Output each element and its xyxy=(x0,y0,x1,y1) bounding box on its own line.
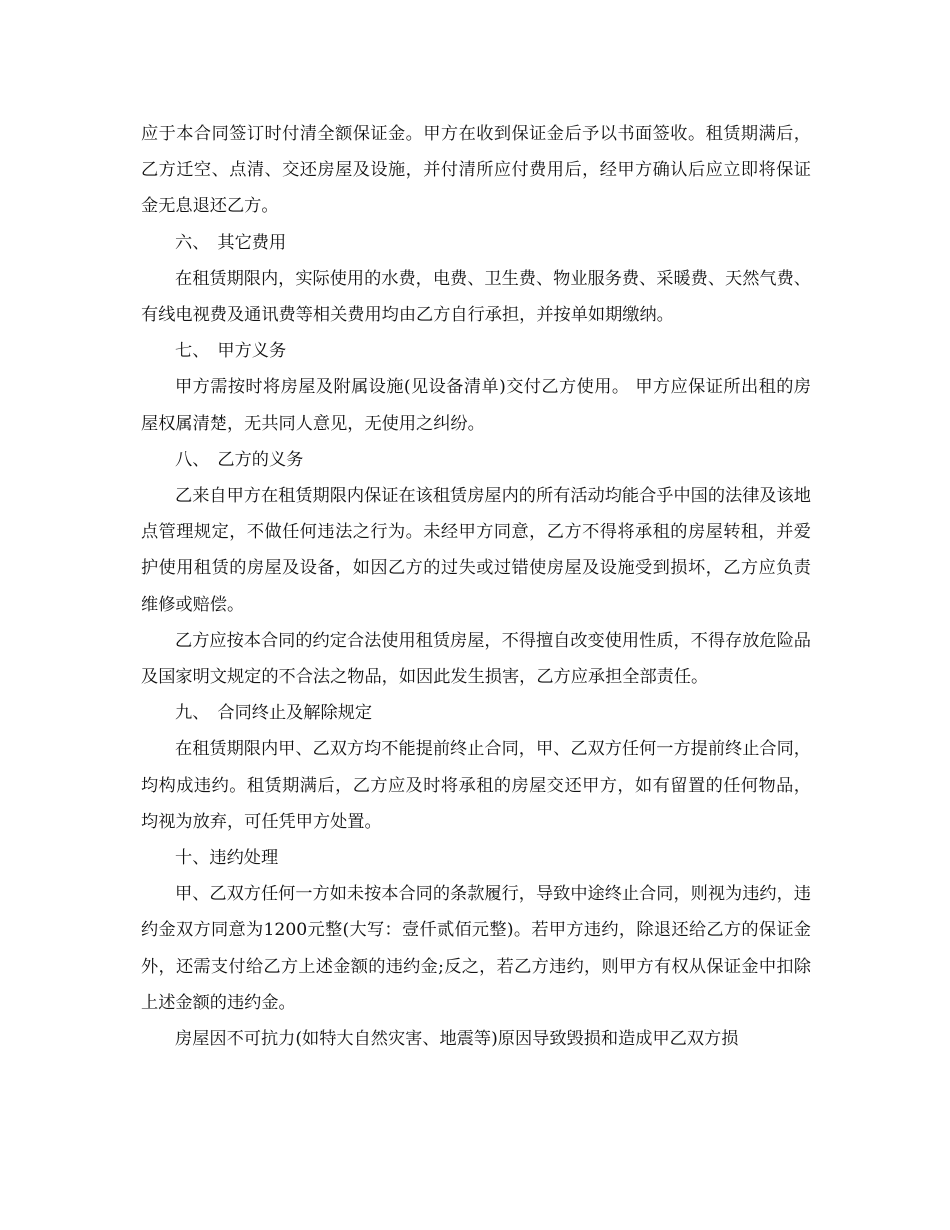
section-number: 九、 xyxy=(175,703,210,724)
section-title: 乙方的义务 xyxy=(217,449,304,470)
section-number: 八、 xyxy=(175,449,210,470)
paragraph-deposit-continued: 应于本合同签订时付清全额保证金。甲方在收到保证金后予以书面签收。租赁期满后，乙方迁空、点清、交还房屋及设施，并付清所应付费用后，经甲方确认后应立即将保证金无息退还乙方。 xyxy=(141,124,811,217)
section-heading-breach: 十、违约处理 xyxy=(175,848,279,869)
paragraph-termination: 在租赁期限内甲、乙双方均不能提前终止合同，甲、乙双方任何一方提前终止合同，均构成违约。租赁期满后，乙方应及时将承租的房屋交还甲方，如有留置的任何物品，均视为放弃，可任凭甲方处置。 xyxy=(141,739,811,832)
paragraph-party-b-obligations-1: 乙来自甲方在租赁期限内保证在该租赁房屋内的所有活动均能合乎中国的法律及该地点管理规定，不做任何违法之行为。未经甲方同意，乙方不得将承租的房屋转租，并爱护使用租赁的房屋及设备，如因乙方的过失或过错使房屋及设施受到损坏，乙方应负责维修或赔偿。 xyxy=(141,486,811,615)
section-title: 甲方义务 xyxy=(217,341,287,362)
section-title: 合同终止及解除规定 xyxy=(217,703,373,724)
section-number: 六、 xyxy=(175,232,210,253)
paragraph-other-fees: 在租赁期限内，实际使用的水费，电费、卫生费、物业服务费、采暖费、天然气费、有线电视费及通讯费等相关费用均由乙方自行承担，并按单如期缴纳。 xyxy=(141,268,811,326)
section-title: 其它费用 xyxy=(217,232,287,253)
section-heading-other-fees xyxy=(141,225,811,261)
document-body xyxy=(141,116,811,1057)
paragraph-breach-penalty: 甲、乙双方任何一方如未按本合同的条款履行，导致中途终止合同，则视为违约，违约金双方同意为1200元整(大写：壹仟贰佰元整)。若甲方违约，除退还给乙方的保证金外，还需支付给乙方上述金额的违约金;反之，若乙方违约，则甲方有权从保证金中扣除上述金额的违约金。 xyxy=(141,884,811,1013)
section-heading-party-a-obligations xyxy=(141,333,811,369)
section-heading-termination xyxy=(141,695,811,731)
paragraph-party-a-obligations: 甲方需按时将房屋及附属设施(见设备清单)交付乙方使用。 甲方应保证所出租的房屋权属清楚，无共同人意见，无使用之纠纷。 xyxy=(141,377,811,434)
paragraph-party-b-obligations-2: 乙方应按本合同的约定合法使用租赁房屋，不得擅自改变使用性质，不得存放危险品及国家明文规定的不合法之物品，如因此发生损害，乙方应承担全部责任。 xyxy=(141,630,811,688)
section-heading-party-b-obligations xyxy=(141,442,811,478)
paragraph-force-majeure: 房屋因不可抗力(如特大自然灾害、地震等)原因导致毁损和造成甲乙双方损 xyxy=(175,1029,739,1050)
section-number: 七、 xyxy=(175,341,210,362)
